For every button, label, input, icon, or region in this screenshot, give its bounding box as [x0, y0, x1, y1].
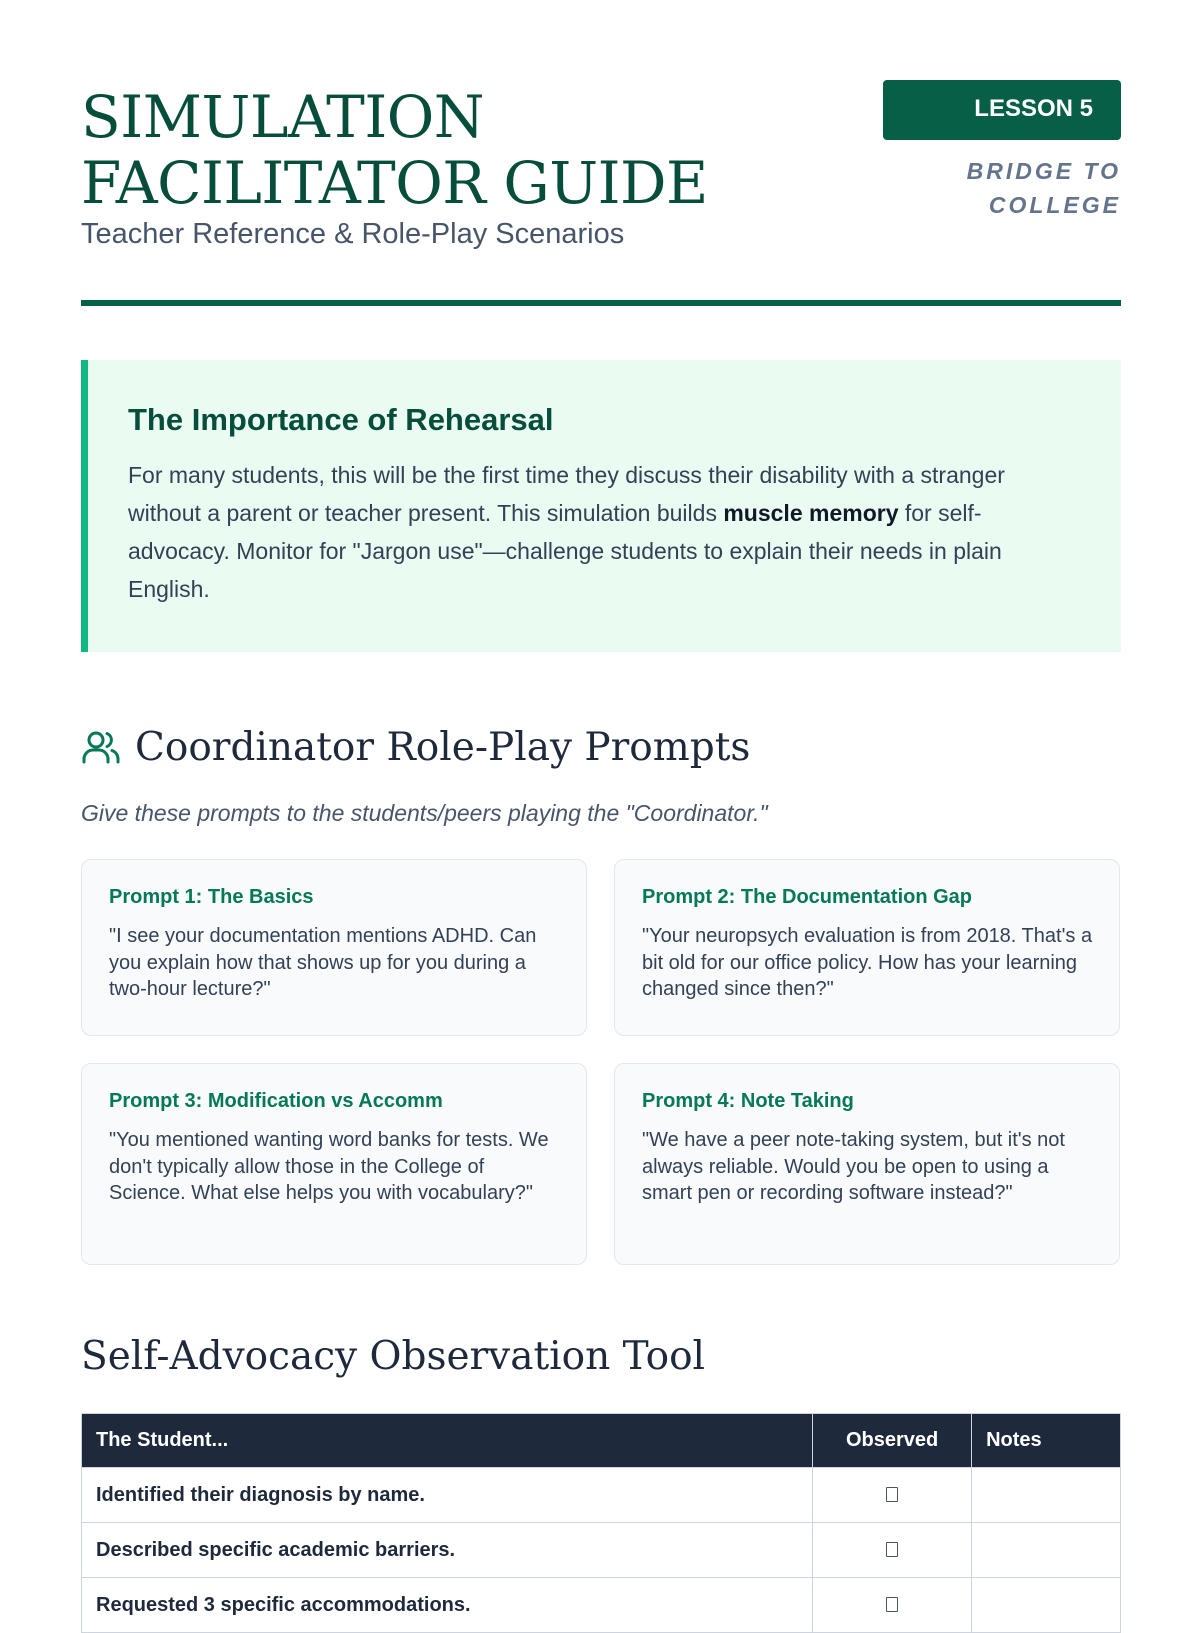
prompt-card	[614, 1063, 1120, 1265]
prompt-card	[614, 859, 1120, 1036]
prompt-title: Prompt 2: The Documentation Gap	[642, 886, 973, 908]
users-icon	[81, 727, 121, 767]
roleplay-instructions: Give these prompts to the students/peers playing the "Coordinator."	[81, 800, 768, 826]
page-title: SIMULATION FACILITATOR GUIDE	[81, 83, 708, 217]
prompt-title: Prompt 4: Note Taking	[642, 1090, 854, 1112]
behavior-cell: Identified their diagnosis by name.	[82, 1468, 813, 1523]
column-header-behavior: The Student...	[82, 1414, 813, 1468]
observation-table	[81, 1413, 1121, 1633]
checkbox-icon[interactable]	[886, 1542, 898, 1557]
behavior-cell: Described specific academic barriers.	[82, 1523, 813, 1578]
prompt-quote: "You mentioned wanting word banks for tests. We don't typically allow those in the College of Science. What else helps you with vocabulary?"	[109, 1129, 549, 1204]
callout-body-start: For many students, this will be the first time they discuss their disability with a stranger without a parent or teacher present. This simulation builds	[128, 462, 1005, 526]
program-label: BRIDGE TO COLLEGE	[966, 158, 1121, 218]
notes-cell[interactable]	[972, 1468, 1121, 1523]
prompt-title: Prompt 3: Modification vs Accomm	[109, 1090, 443, 1112]
table-row	[82, 1523, 1121, 1578]
notes-cell[interactable]	[972, 1523, 1121, 1578]
column-header-observed: Observed	[813, 1414, 972, 1468]
table-header-row	[82, 1414, 1121, 1468]
table-row	[82, 1468, 1121, 1523]
callout-body-emphasis: muscle memory	[723, 500, 899, 526]
observed-cell[interactable]	[813, 1468, 972, 1523]
prompt-quote: "Your neuropsych evaluation is from 2018. That's a bit old for our office policy. How has your learning changed since then?"	[642, 925, 1093, 1000]
behavior-cell: Requested 3 specific accommodations.	[82, 1578, 813, 1633]
notes-cell[interactable]	[972, 1578, 1121, 1633]
callout-body	[128, 456, 1081, 608]
observation-section-title: Self-Advocacy Observation Tool	[81, 1334, 706, 1379]
rehearsal-callout	[81, 360, 1121, 652]
column-header-notes: Notes	[972, 1414, 1121, 1468]
prompt-card	[81, 1063, 587, 1265]
callout-title: The Importance of Rehearsal	[128, 402, 554, 437]
lesson-badge: LESSON 5	[883, 80, 1121, 140]
page-header	[81, 0, 1121, 306]
page-subtitle: Teacher Reference & Role-Play Scenarios	[81, 218, 625, 250]
facilitator-guide	[81, 0, 1121, 1616]
prompt-title: Prompt 1: The Basics	[109, 886, 314, 908]
roleplay-section-title: Coordinator Role-Play Prompts	[135, 724, 751, 770]
prompt-quote: "We have a peer note-taking system, but it's not always reliable. Would you be open to using a smart pen or recording software instead?"	[642, 1129, 1065, 1204]
observed-cell[interactable]	[813, 1523, 972, 1578]
prompt-quote: "I see your documentation mentions ADHD. Can you explain how that shows up for you during a two-hour lecture?"	[109, 925, 537, 1000]
checkbox-icon[interactable]	[886, 1597, 898, 1612]
observed-cell[interactable]	[813, 1578, 972, 1633]
header-divider	[81, 300, 1121, 306]
table-row	[82, 1578, 1121, 1633]
callout-body-end: for self-advocacy. Monitor for "Jargon use"—challenge students to explain their needs in plain English.	[128, 500, 1002, 602]
roleplay-section-heading	[81, 722, 750, 772]
checkbox-icon[interactable]	[886, 1487, 898, 1502]
prompt-card	[81, 859, 587, 1036]
